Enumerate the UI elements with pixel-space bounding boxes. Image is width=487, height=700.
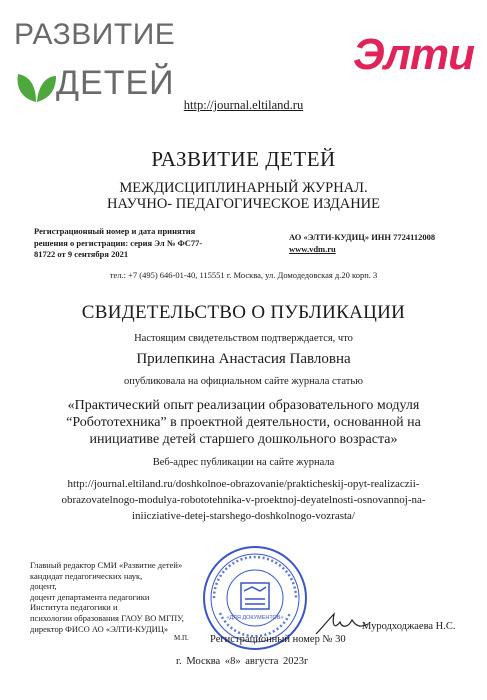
editor-line: Института педагогики и [30, 602, 118, 613]
journal-url[interactable]: http://journal.eltiland.ru [183, 98, 304, 112]
stamp-place: М.П. [174, 634, 189, 642]
editor-line: кандидат педагогических наук, [30, 570, 143, 581]
url-line: iniicziative-detej-starshego-doshkolnogo-vozrasta/ [132, 510, 355, 522]
logo-line2: ДЕТЕЙ [56, 64, 175, 102]
journal-subtitle [0, 180, 487, 212]
editor-line: директор ФИСО АО «ЭЛТИ-КУДИЦ» [30, 623, 169, 634]
subtitle-line1: МЕЖДИСЦИПЛИНАРНЫЙ ЖУРНАЛ. [119, 180, 368, 196]
publisher-contact: тел.: +7 (495) 646-01-40, 115551 г. Москва, ул. Домодедовская д.20 корп. 3 [109, 270, 378, 280]
publication-url[interactable] [24, 476, 463, 524]
registration-line: Регистрационный номер и дата принятия [34, 226, 196, 236]
journal-title: РАЗВИТИЕ ДЕТЕЙ [151, 147, 336, 171]
confirm-text: Настоящим свидетельством подтверждается, что [134, 333, 353, 344]
subtitle-line2: НАУЧНО- ПЕДАГОГИЧЕСКОЕ ИЗДАНИЕ [106, 196, 381, 212]
editor-info [30, 560, 200, 634]
url-line: http://journal.eltiland.ru/doshkolnoe-obrazovanie/prakticheskij-opyt-realizaczii- [67, 478, 420, 490]
registration-line: решения о регистрации: серия Эл № ФС77- [34, 237, 203, 248]
journal-logo [14, 18, 176, 106]
publisher-site[interactable]: www.vdm.ru [289, 243, 336, 254]
registration-info [34, 226, 234, 261]
editor-line: доцент департамента педагогики [30, 591, 150, 602]
logo-line1: РАЗВИТИЕ [14, 18, 176, 51]
publisher-info [289, 232, 474, 255]
editor-line: психологии образования ГАОУ ВО МГПУ, [30, 612, 184, 623]
elti-logo-text: Элти [353, 30, 474, 79]
signer-name: Муродходжаева Н.С. [362, 621, 456, 632]
editor-line: Главный редактор СМИ «Развитие детей» [30, 560, 183, 570]
registration-line: 81722 от 9 сентября 2021 [34, 249, 129, 259]
editor-line: доцент, [30, 581, 57, 592]
seal-center-text: «ДЛЯ ДОКУМЕНТОВ» [226, 615, 284, 621]
publisher-company: АО «ЭЛТИ-КУДИЦ» ИНН 7724112008 [289, 232, 436, 242]
registration-number: Регистрационный номер № 30 [210, 634, 346, 645]
elti-logo [353, 30, 474, 90]
author-name: Прилепкина Анастасия Павловна [136, 351, 351, 367]
article-title: «Практический опыт реализации образовательного модуля “Робототехника” в проектной деятельности, основанной на инициативе детей старшего дошкольного возраста» [66, 398, 421, 447]
url-line: obrazovatelnogo-modulya-robototehnika-v-proektnoj-deyatelnosti-osnovannoj-na- [61, 494, 426, 506]
certificate-title: СВИДЕТЕЛЬСТВО О ПУБЛИКАЦИИ [81, 302, 406, 323]
web-address-label: Веб-адрес публикации на сайте журнала [152, 457, 335, 468]
published-text: опубликовала на официальном сайте журнала статью [124, 376, 363, 387]
city-date: г. Москва «8» августа 2023г [176, 656, 309, 667]
